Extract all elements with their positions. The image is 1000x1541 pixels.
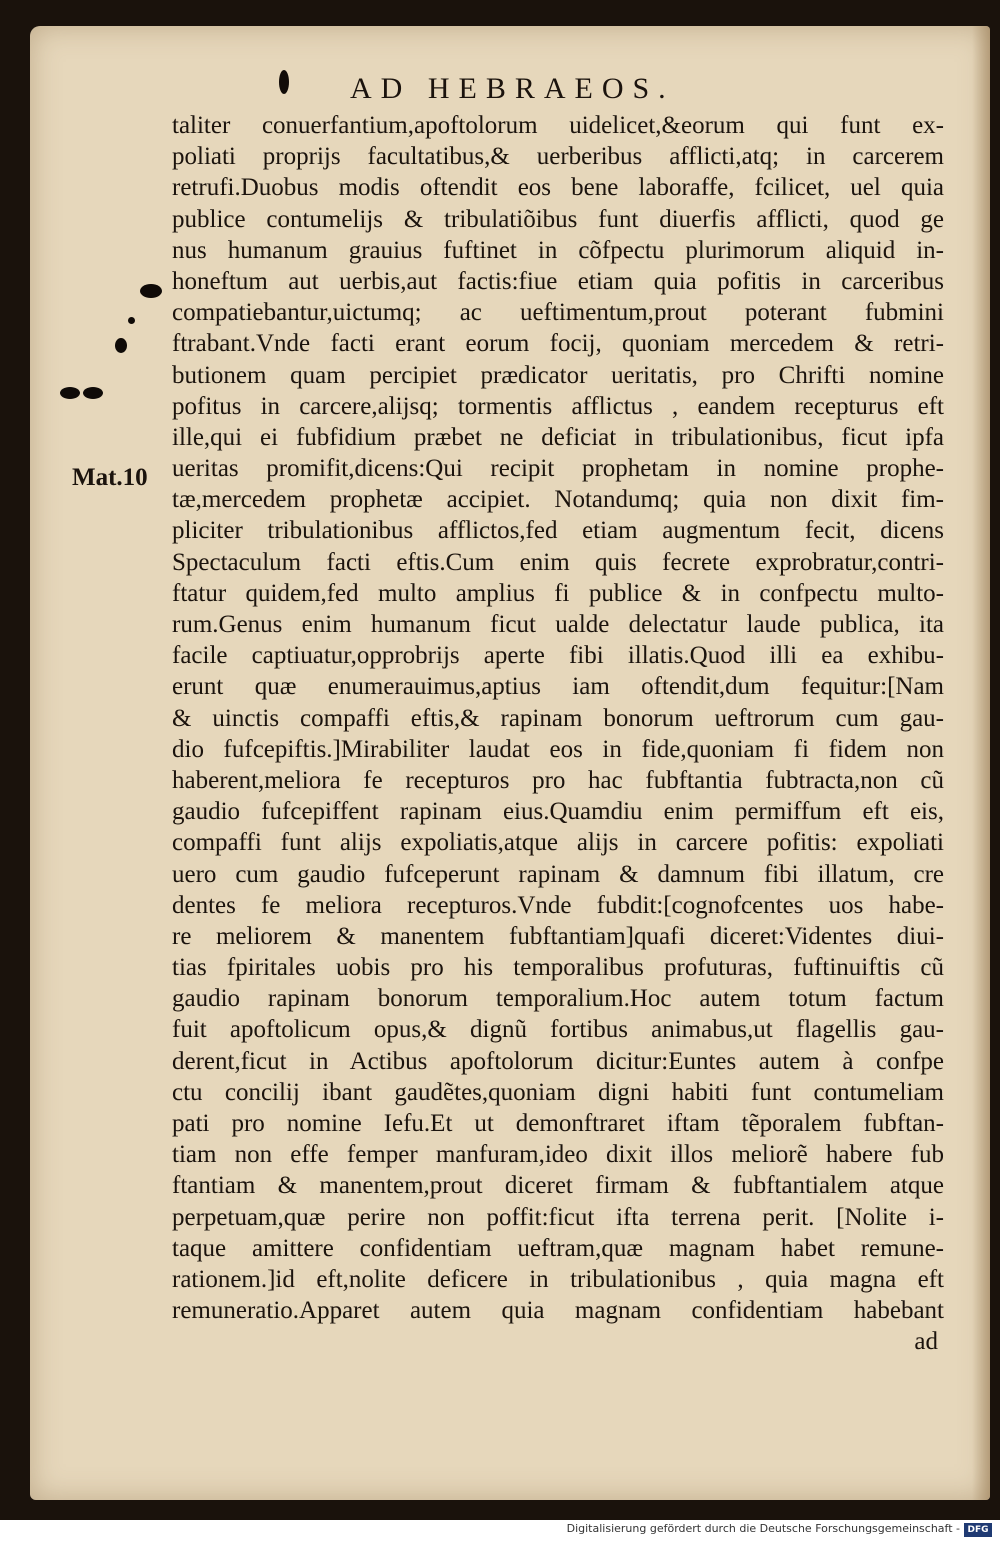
text-line: erunt quæ enumerauimus,aptius iam oftendit,dum fequitur:[Nam — [172, 673, 944, 701]
text-line: compatiebantur,uictumq; ac ueftimentum,prout poterant fubmini — [172, 299, 944, 327]
text-line: compaffi funt alijs expoliatis,atque alijs in carcere pofitis: expoliati — [172, 829, 944, 857]
footer-credit: Digitalisierung gefördert durch die Deutsche Forschungsgemeinschaft - — [566, 1522, 960, 1535]
ink-blot-mark — [140, 284, 162, 298]
ink-blot-mark — [279, 70, 289, 94]
text-line: gaudio fufcepiffent rapinam eius.Quamdiu enim permiffum eft eis, — [172, 798, 944, 826]
text-line: haberent,meliora fe recepturos pro hac fubftantia fubtracta,non cũ — [172, 766, 944, 794]
text-line: ftrabant.Vnde facti erant eorum focij, quoniam mercedem & retri- — [172, 330, 944, 358]
text-line: uero cum gaudio fufceperunt rapinam & damnum fibi illatum, cre — [172, 860, 944, 888]
running-head: AD HEBRAEOS. — [350, 72, 675, 105]
text-line: ad — [914, 1328, 938, 1356]
text-line: ftatur quidem,fed multo amplius fi publice & in confpectu multo- — [172, 579, 944, 607]
text-line: poliati proprijs facultatibus,& uerberibus afflicti,atq; in carcerem — [172, 143, 944, 171]
text-line: Spectaculum facti eftis.Cum enim quis fecrete exprobratur,contri- — [172, 548, 944, 576]
dfg-logo: DFG — [964, 1523, 992, 1537]
text-line: pofitus in carcere,alijsq; tormentis afflictus , eandem recepturus eft — [172, 392, 944, 420]
text-line: nus humanum grauius fuftinet in cõfpectu plurimorum aliquid in- — [172, 236, 944, 264]
text-line: & uinctis compaffi eftis,& rapinam bonorum ueftrorum cum gau- — [172, 704, 944, 732]
text-line: dentes fe meliora recepturos.Vnde fubdit:[cognofcentes uos habe- — [172, 891, 944, 919]
text-line: remuneratio.Apparet autem quia magnam confidentiam habebant — [172, 1297, 944, 1325]
text-line: ille,qui ei fubfidium præbet ne deficiat in tribulationibus, ficut ipfa — [172, 423, 944, 451]
text-line: butionem quam percipiet prædicator ueritatis, pro Chrifti nomine — [172, 361, 944, 389]
text-line: pliciter tribulationibus afflictos,fed etiam augmentum fecit, dicens — [172, 517, 944, 545]
text-line: perpetuam,quæ perire non poffit:ficut ifta terrena perit. [Nolite i- — [172, 1203, 944, 1231]
text-line: fuit apoftolicum opus,& dignũ fortibus animabus,ut flagellis gau- — [172, 1016, 944, 1044]
ink-blot-mark — [83, 387, 103, 399]
text-line: rum.Genus enim humanum ficut ualde delectatur laude publica, ita — [172, 611, 944, 638]
text-line: dio fufcepiftis.]Mirabiliter laudat eos in fide,quoniam fi fidem non — [172, 735, 944, 763]
text-line: taliter conuerfantium,apoftolorum uidelicet,&eorum qui funt ex- — [172, 112, 944, 139]
ink-blot-mark — [128, 317, 135, 324]
text-line: facile captiuatur,opprobrijs aperte fibi illatis.Quod illi ea exhibu- — [172, 642, 944, 670]
text-line: pati pro nomine Iefu.Et ut demonftraret iftam tẽporalem fubftan- — [172, 1110, 944, 1137]
text-line: ftantiam & manentem,prout diceret firmam & fubftantialem atque — [172, 1172, 944, 1200]
text-line: tæ,mercedem prophetæ accipiet. Notandumq; quia non dixit fim- — [172, 486, 944, 514]
text-line: ctu concilij ibant gaudẽtes,quoniam digni habiti funt contumeliam — [172, 1078, 944, 1106]
text-line: gaudio rapinam bonorum temporalium.Hoc autem totum factum — [172, 985, 944, 1013]
text-line: ueritas promifit,dicens:Qui recipit prophetam in nomine prophe- — [172, 455, 944, 483]
text-line: re meliorem & manentem fubftantiam]quafi diceret:Videntes diui- — [172, 922, 944, 950]
ink-blot-mark — [60, 387, 80, 399]
ink-blot-mark — [115, 338, 127, 353]
body-text — [172, 110, 944, 1358]
text-line: rationem.]id eft,nolite deficere in tribulationibus , quia magna eft — [172, 1265, 944, 1293]
page-edge-shadow — [972, 26, 990, 1500]
text-line: retrufi.Duobus modis oftendit eos bene laboraffe, fcilicet, uel quia — [172, 174, 944, 202]
margin-note: Mat.10 — [72, 464, 148, 491]
text-line: tias fpiritales uobis pro his temporalibus profuturas, fuftinuiftis cũ — [172, 954, 944, 982]
text-line: derent,ficut in Actibus apoftolorum dicitur:Euntes autem à confpe — [172, 1047, 944, 1075]
text-line: publice contumelijs & tribulatiõibus funt diuerfis afflicti, quod ge — [172, 205, 944, 233]
text-line: taque amittere confidentiam ueftram,quæ magnam habet remune- — [172, 1234, 944, 1262]
text-line: honeftum aut uerbis,aut factis:fiue etiam quia pofitis in carceribus — [172, 267, 944, 295]
text-line: tiam non effe femper manfuram,ideo dixit illos meliorẽ habere fub — [172, 1141, 944, 1169]
